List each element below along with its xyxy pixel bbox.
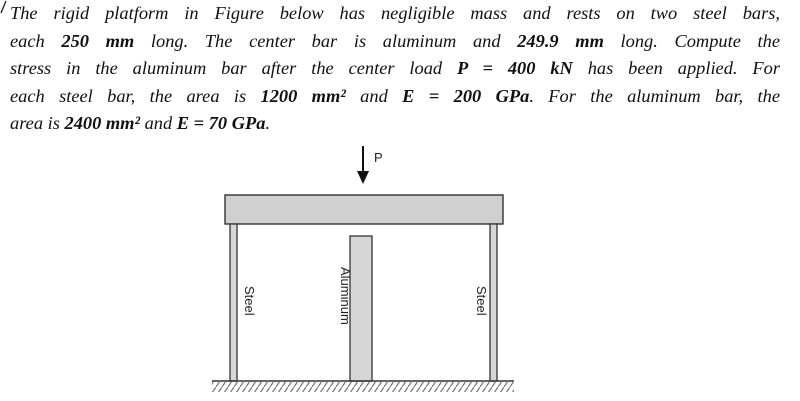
- steel-modulus-value: E = 200 GPa: [402, 85, 530, 106]
- aluminum-area-value: 2400 mm²: [64, 113, 141, 133]
- left-steel-bar: [230, 224, 237, 381]
- aluminum-length-value: 249.9 mm: [517, 30, 604, 51]
- text-segment: long. Compute the: [603, 30, 780, 51]
- text-segment: . For the aluminum bar, the: [529, 85, 780, 106]
- problem-line-1-text: The rigid platform in Figure below has negligible mass and rests on two steel bars,: [10, 3, 780, 23]
- text-segment: long. The center bar is aluminum and: [134, 30, 518, 51]
- aluminum-label: Aluminum: [338, 267, 353, 325]
- rigid-platform: [225, 195, 503, 224]
- ground-hatching: [212, 382, 514, 392]
- text-segment: each: [10, 30, 62, 51]
- left-steel-label: Steel: [242, 286, 257, 316]
- text-segment: stress in the aluminum bar after the center load: [10, 58, 458, 78]
- text-segment: area is: [10, 113, 65, 133]
- right-steel-bar: [490, 224, 497, 381]
- text-segment: has been applied. For: [572, 58, 780, 78]
- text-segment: and: [140, 113, 177, 133]
- steel-length-value: 250 mm: [61, 30, 135, 51]
- text-segment: .: [265, 113, 271, 133]
- aluminum-modulus-value: E = 70 GPa: [176, 113, 266, 133]
- text-segment: and: [345, 85, 403, 106]
- text-segment: each steel bar, the area is: [10, 85, 261, 106]
- steel-area-value: 1200 mm²: [260, 85, 346, 106]
- right-steel-label: Steel: [474, 286, 489, 316]
- load-value: P = 400 kN: [457, 58, 573, 78]
- load-arrow: [357, 146, 369, 184]
- load-label: P: [374, 150, 383, 165]
